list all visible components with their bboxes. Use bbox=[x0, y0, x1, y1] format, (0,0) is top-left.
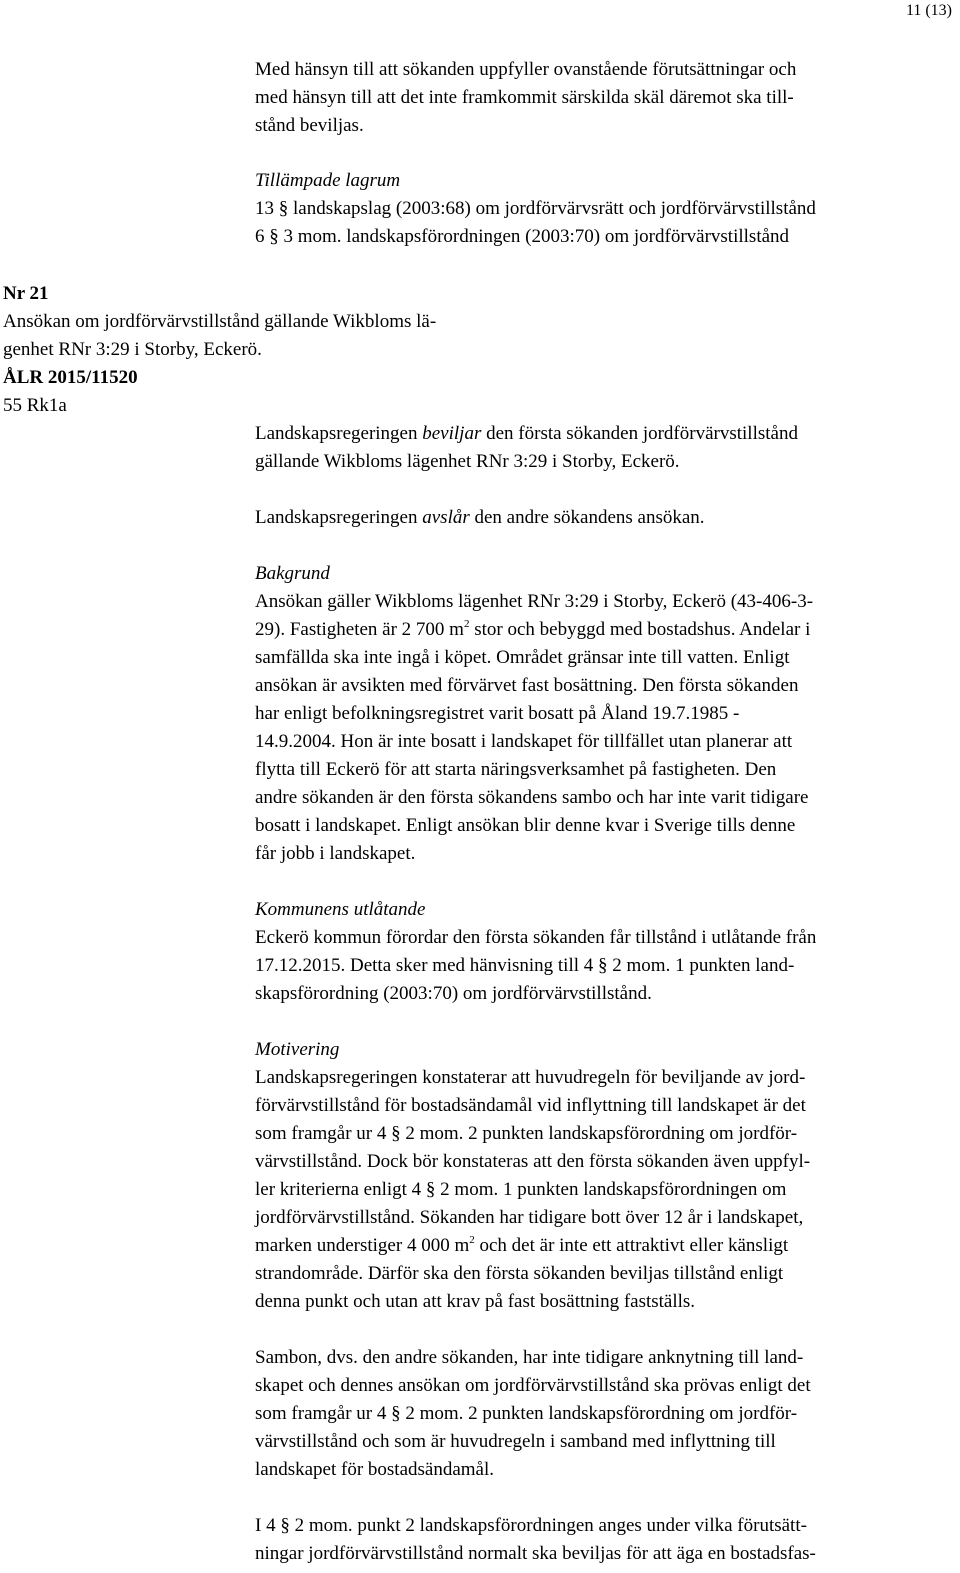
decision-text: den första sökanden jordförvärvstillstånd bbox=[481, 423, 798, 444]
decision-verb: avslår bbox=[422, 507, 470, 528]
case-title-line: Ansökan om jordförvärvstillstånd gällande Wikbloms lä- bbox=[3, 311, 437, 332]
sambo-line: skapet och dennes ansökan om jordförvärvstillstånd ska prövas enligt det bbox=[255, 1375, 811, 1396]
intro-line: stånd beviljas. bbox=[255, 115, 364, 136]
motivation-line: Landskapsregeringen konstaterar att huvudregeln för beviljande av jord- bbox=[255, 1067, 806, 1088]
motivation-line bbox=[255, 1232, 788, 1260]
background-line: ansökan är avsikten med förvärvet fast bosättning. Den första sökanden bbox=[255, 675, 799, 696]
background-line: bosatt i landskapet. Enligt ansökan blir denne kvar i Sverige tills denne bbox=[255, 815, 796, 836]
applied-law-line: 6 § 3 mom. landskapsförordningen (2003:70) om jordförvärvstillstånd bbox=[255, 226, 790, 247]
sambo-line: Sambon, dvs. den andre sökanden, har inte tidigare anknytning till land- bbox=[255, 1347, 804, 1368]
background-line: samfällda ska inte ingå i köpet. Området gränsar inte till vatten. Enligt bbox=[255, 647, 790, 668]
decision-text: den andre sökandens ansökan. bbox=[469, 507, 705, 528]
motivation-text: marken understiger 4 000 m bbox=[255, 1235, 470, 1256]
background-line: har enligt befolkningsregistret varit bosatt på Åland 19.7.1985 - bbox=[255, 703, 740, 724]
motivation-line: förvärvstillstånd för bostadsändamål vid inflyttning till landskapet är det bbox=[255, 1095, 806, 1116]
decision-text: Landskapsregeringen bbox=[255, 507, 423, 528]
motivation-line: värvstillstånd. Dock bör konstateras att den första sökanden även uppfyl- bbox=[255, 1151, 811, 1172]
case-number: Nr 21 bbox=[3, 283, 49, 304]
municipality-line: Eckerö kommun förordar den första sökanden får tillstånd i utlåtande från bbox=[255, 927, 817, 948]
case-title-line: genhet RNr 3:29 i Storby, Eckerö. bbox=[3, 339, 262, 360]
background-line: 14.9.2004. Hon är inte bosatt i landskapet för tillfället utan planerar att bbox=[255, 731, 793, 752]
intro-line: med hänsyn till att det inte framkommit särskilda skäl däremot ska till- bbox=[255, 87, 794, 108]
case-code: 55 Rk1a bbox=[3, 395, 67, 416]
municipality-line: 17.12.2015. Detta sker med hänvisning till 4 § 2 mom. 1 punkten land- bbox=[255, 955, 795, 976]
background-line: Ansökan gäller Wikbloms lägenhet RNr 3:29 i Storby, Eckerö (43-406-3- bbox=[255, 591, 814, 612]
decision-approve bbox=[255, 420, 798, 448]
applied-law-heading: Tillämpade lagrum bbox=[255, 170, 401, 191]
sambo-line: som framgår ur 4 § 2 mom. 2 punkten landskapsförordning om jordför- bbox=[255, 1403, 798, 1424]
background-heading: Bakgrund bbox=[255, 563, 330, 584]
sambo-line: värvstillstånd och som är huvudregeln i samband med inflyttning till bbox=[255, 1431, 776, 1452]
municipality-heading: Kommunens utlåtande bbox=[255, 899, 426, 920]
background-text: stor och bebyggd med bostadshus. Andelar i bbox=[469, 619, 811, 640]
motivation-text: och det är inte ett attraktivt eller känsligt bbox=[474, 1235, 789, 1256]
background-text: 29). Fastigheten är 2 700 m bbox=[255, 619, 464, 640]
page-number: 11 (13) bbox=[905, 2, 952, 19]
decision-approve-line: gällande Wikbloms lägenhet RNr 3:29 i Storby, Eckerö. bbox=[255, 451, 680, 472]
decision-reject bbox=[255, 504, 705, 532]
final-line: ningar jordförvärvstillstånd normalt ska beviljas för att äga en bostadsfas- bbox=[255, 1543, 816, 1564]
background-line: får jobb i landskapet. bbox=[255, 843, 416, 864]
motivation-line: strandområde. Därför ska den första sökanden beviljas tillstånd enligt bbox=[255, 1263, 784, 1284]
sambo-line: landskapet för bostadsändamål. bbox=[255, 1459, 495, 1480]
superscript: 2 bbox=[463, 618, 470, 630]
motivation-heading: Motivering bbox=[255, 1039, 340, 1060]
applied-law-line: 13 § landskapslag (2003:68) om jordförvärvsrätt och jordförvärvstillstånd bbox=[255, 198, 816, 219]
motivation-line: denna punkt och utan att krav på fast bosättning fastställs. bbox=[255, 1291, 696, 1312]
case-reference: ÅLR 2015/11520 bbox=[3, 367, 138, 388]
municipality-line: skapsförordning (2003:70) om jordförvärvstillstånd. bbox=[255, 983, 652, 1004]
motivation-line: jordförvärvstillstånd. Sökanden har tidigare bott över 12 år i landskapet, bbox=[255, 1207, 804, 1228]
background-line bbox=[255, 616, 810, 644]
final-line: I 4 § 2 mom. punkt 2 landskapsförordningen anges under vilka förutsätt- bbox=[255, 1515, 807, 1536]
decision-verb: beviljar bbox=[422, 423, 482, 444]
intro-line: Med hänsyn till att sökanden uppfyller ovanstående förutsättningar och bbox=[255, 59, 797, 80]
motivation-line: som framgår ur 4 § 2 mom. 2 punkten landskapsförordning om jordför- bbox=[255, 1123, 798, 1144]
background-line: flytta till Eckerö för att starta näringsverksamhet på fastigheten. Den bbox=[255, 759, 777, 780]
background-line: andre sökanden är den första sökandens sambo och har inte varit tidigare bbox=[255, 787, 809, 808]
motivation-line: ler kriterierna enligt 4 § 2 mom. 1 punkten landskapsförordningen om bbox=[255, 1179, 787, 1200]
superscript: 2 bbox=[469, 1234, 475, 1246]
decision-text: Landskapsregeringen bbox=[255, 423, 423, 444]
